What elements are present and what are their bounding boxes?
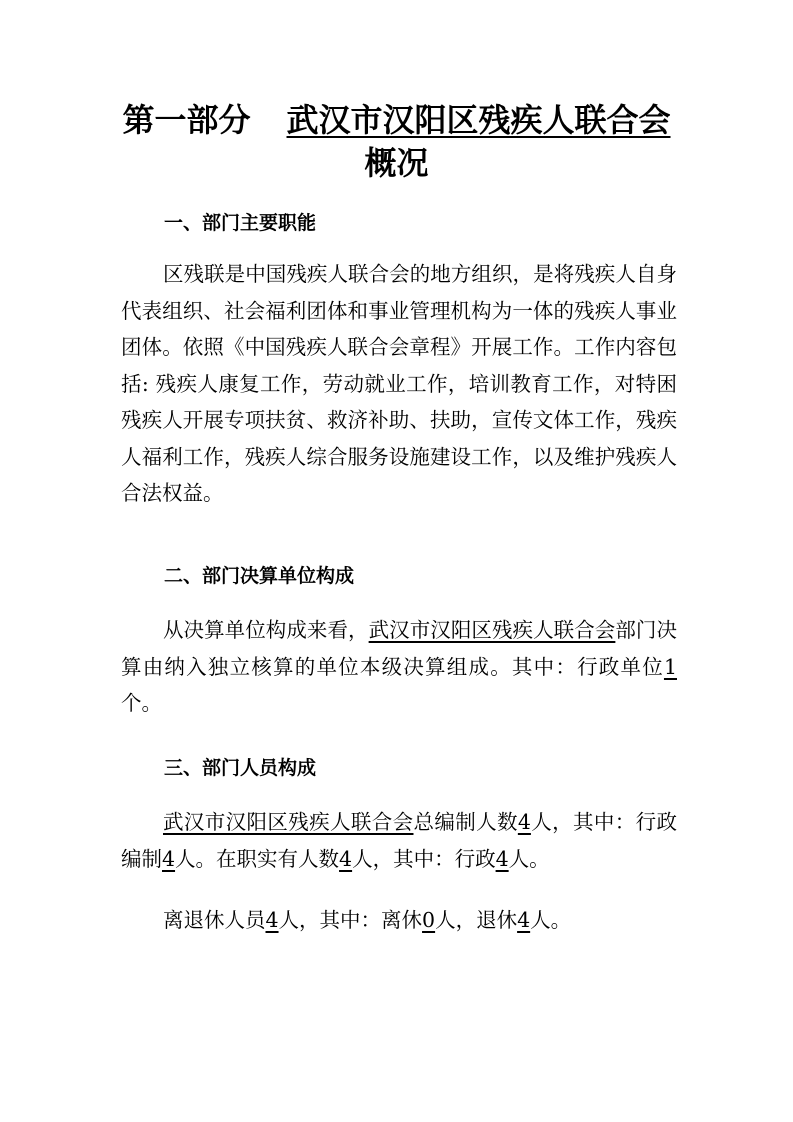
page-title-suffix (0, 143, 793, 183)
staff-text-d: 人，其中：行政 (352, 846, 496, 871)
staff-text-c: 人。在职实有人数 (175, 846, 340, 871)
retired-count: 4 (265, 908, 279, 932)
staff-actual-admin: 4 (495, 846, 509, 871)
title-part: 第一部分 (122, 101, 251, 139)
tuixiu-count: 4 (517, 908, 531, 932)
retired-text-d: 人。 (530, 908, 572, 932)
section-heading-staff: 三、部门人员构成 (164, 757, 317, 779)
section-body-units (121, 612, 677, 722)
units-pre: 从决算单位构成来看， (163, 618, 369, 642)
retired-text-c: 人，退休 (435, 908, 518, 932)
staff-text-b: 人，其中：行政编制 (121, 810, 678, 871)
retired-text-a: 离退休人员 (163, 908, 266, 932)
units-post: 个。 (121, 691, 162, 715)
lixiu-count: 0 (422, 908, 436, 932)
section-body-functions: 区残联是中国残疾人联合会的地方组织，是将残疾人自身代表组织、社会福利团体和事业管理机构为一体的残疾人事业团体。依照《中国残疾人联合会章程》开展工作。工作内容包括: 残疾人康复工作，劳动就业工作，培训教育工作，对特困残疾人开展专项扶贫、救济补助、扶助，宣传文体工作，残疾人福利工作，残疾人综合服务设施建设工作，以及维护残疾人合法权益。 (121, 262, 677, 505)
staff-text-e: 人。 (508, 846, 550, 871)
title-org: 武汉市汉阳区残疾人联合会 (286, 101, 671, 139)
staff-admin: 4 (162, 846, 176, 871)
title-suffix: 概况 (364, 144, 429, 182)
section-heading-functions: 一、部门主要职能 (164, 212, 317, 234)
units-org: 武汉市汉阳区残疾人联合会 (368, 618, 616, 642)
staff-actual: 4 (339, 846, 353, 871)
page-title (0, 100, 793, 140)
section-heading-units: 二、部门决算单位构成 (164, 565, 355, 587)
section-body-staff (121, 804, 677, 877)
staff-text-a: 总编制人数 (413, 810, 518, 834)
section-body-retired (121, 902, 677, 939)
retired-text-b: 人，其中：离休 (278, 908, 423, 932)
units-count: 1 (663, 654, 677, 679)
units-mid: 部门决算由纳入独立核算的单位本级决算组成。其中：行政单位 (121, 618, 677, 679)
staff-org: 武汉市汉阳区残疾人联合会 (163, 810, 414, 834)
staff-total: 4 (517, 810, 531, 834)
